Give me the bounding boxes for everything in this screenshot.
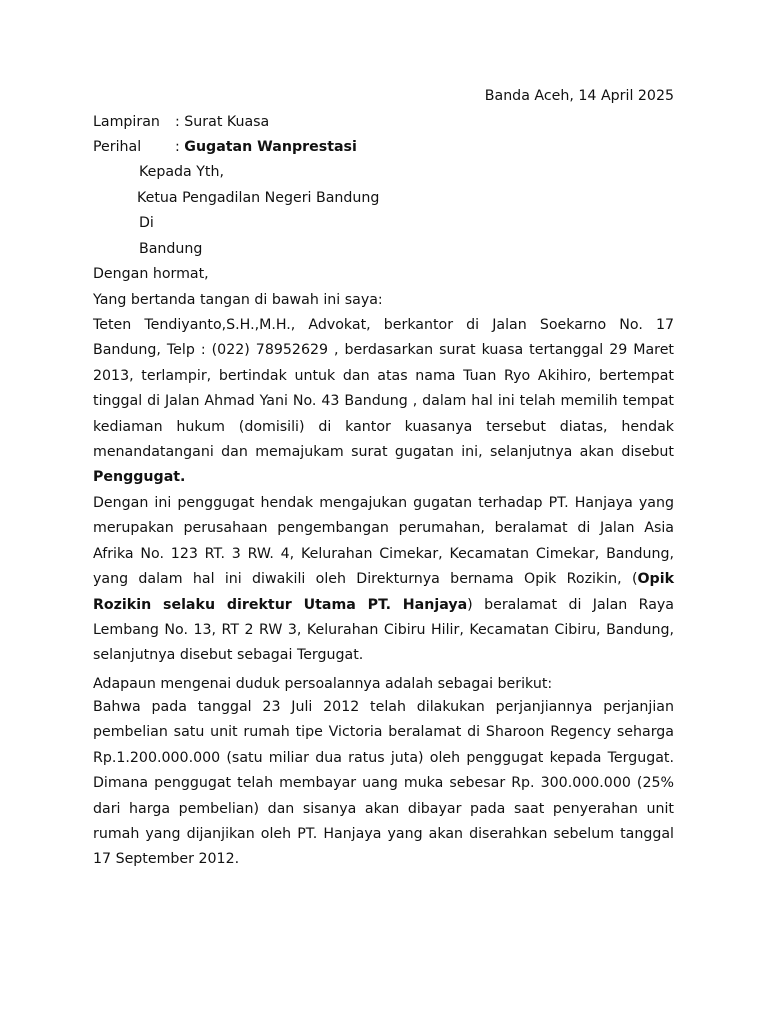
- paragraph-tergugat-text-a: Dengan ini penggugat hendak mengajukan gugatan terhadap PT. Hanjaya yang merupakan perusahaan pengembangan perumahan, beralamat di Jalan Asia Afrika No. 123 RT. 3 RW. 4, Kelurahan Cimekar, Kecamatan Cimekar, Bandung, yang dalam hal ini diwakili oleh Direkturnya bernama Opik Rozikin, (: [93, 495, 674, 588]
- paragraph-issue-intro: Adapaun mengenai duduk persoalannya adalah sebagai berikut:: [93, 676, 553, 692]
- intro-line: Yang bertanda tangan di bawah ini saya:: [93, 292, 383, 308]
- recipient-line-4: Bandung: [139, 241, 203, 257]
- place-date: Banda Aceh, 14 April 2025: [484, 88, 674, 104]
- recipient-line-1: Kepada Yth,: [139, 164, 224, 180]
- lampiran-value: : Surat Kuasa: [175, 114, 270, 130]
- salutation: Dengan hormat,: [93, 266, 209, 282]
- perihal-value: Gugatan Wanprestasi: [184, 139, 357, 155]
- recipient-line-2: Ketua Pengadilan Negeri Bandung: [137, 190, 380, 206]
- perihal-colon: :: [175, 139, 185, 155]
- perihal-row: [93, 137, 357, 157]
- perihal-label: Perihal: [93, 139, 142, 155]
- lampiran-row: [93, 112, 269, 132]
- paragraph-tergugat: [93, 491, 674, 669]
- paragraph-penggugat: [93, 313, 674, 491]
- paragraph-facts: Bahwa pada tanggal 23 Juli 2012 telah dilakukan perjanjiannya perjanjian pembelian satu unit rumah tipe Victoria beralamat di Sharoon Regency seharga Rp.1.200.000.000 (satu miliar dua ratus juta) oleh penggugat kepada Tergugat. Dimana penggugat telah membayar uang muka sebesar Rp. 300.000.000 (25% dari harga pembelian) dan sisanya akan dibayar pada saat penyerahan unit rumah yang dijanjikan oleh PT. Hanjaya yang akan diserahkan sebelum tanggal 17 September 2012.: [93, 699, 674, 868]
- paragraph-penggugat-text: Teten Tendiyanto,S.H.,M.H., Advokat, berkantor di Jalan Soekarno No. 17 Bandung, Telp : (022) 78952629 , berdasarkan surat kuasa tertanggal 29 Maret 2013, terlampir, bertindak untuk dan atas nama Tuan Ryo Akihiro, bertempat tinggal di Jalan Ahmad Yani No. 43 Bandung , dalam hal ini telah memilih tempat kediaman hukum (domisili) di kantor kuasanya tersebut diatas, hendak menandatangani dan memajukam surat gugatan ini, selanjutnya akan disebut: [93, 317, 674, 461]
- recipient-line-3: Di: [139, 215, 154, 231]
- penggugat-term: Penggugat.: [93, 469, 186, 486]
- paragraph-tergugat-text-b: ) beralamat di Jalan Raya Lembang No. 13, RT 2 RW 3, Kelurahan Cibiru Hilir, Kecamatan Cibiru, Bandung, selanjutnya disebut sebagai Tergugat.: [93, 596, 674, 664]
- director-name-bold: Opik Rozikin selaku direktur Utama PT. Hanjaya: [93, 571, 674, 613]
- lampiran-label: Lampiran: [93, 114, 160, 130]
